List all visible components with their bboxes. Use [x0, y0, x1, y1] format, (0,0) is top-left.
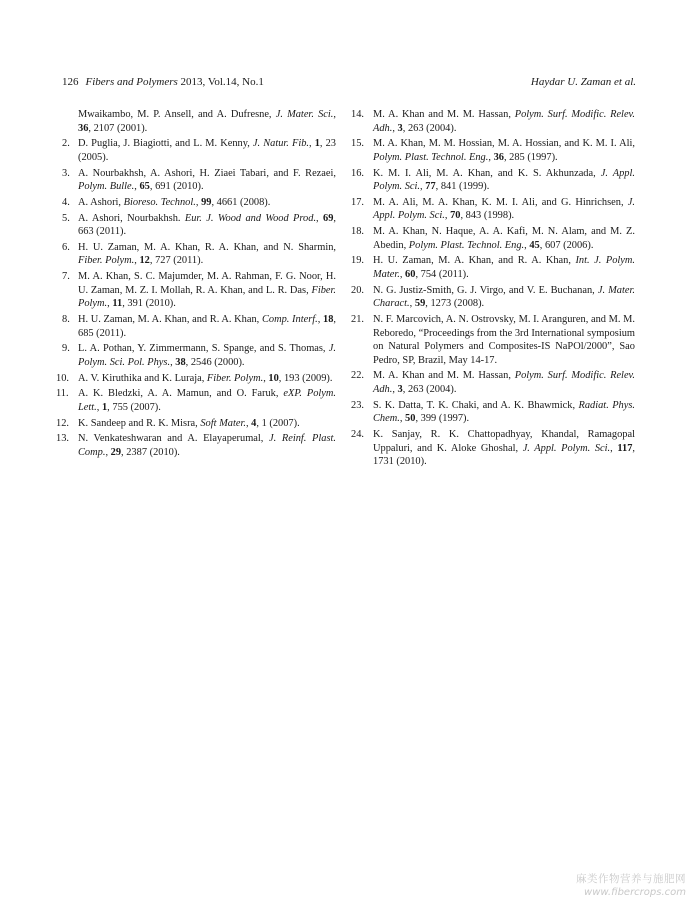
reference-text: K. M. I. Ali, M. A. Khan, and K. S. Akhunzada, J. Appl. Polym. Sci., 77, 841 (1999). — [373, 167, 635, 193]
reference-number: 10. — [56, 372, 69, 384]
reference-number: 8. — [62, 313, 70, 325]
references-column-right — [351, 108, 635, 471]
reference-text: N. F. Marcovich, A. N. Ostrovsky, M. I. Aranguren, and M. M. Reboredo, “Proceedings from the 3rd International symposium on Natural Polymers and Composites-IS NaPOl/2000”, Sao Pedro, SP, Brazil, May 14-17. — [373, 313, 635, 366]
reference-item — [351, 428, 635, 469]
reference-text: A. V. Kiruthika and K. Luraja, Fiber. Polym., 10, 193 (2009). — [78, 372, 333, 384]
reference-number: 20. — [351, 284, 364, 296]
reference-text: M. A. Khan and M. M. Hassan, Polym. Surf. Modific. Relev. Adh., 3, 263 (2004). — [373, 370, 635, 396]
reference-item — [351, 313, 635, 367]
reference-text: H. U. Zaman, M. A. Khan, and R. A. Khan, Int. J. Polym. Mater., 60, 754 (2011). — [373, 255, 635, 280]
reference-number: 4. — [62, 196, 70, 208]
reference-item — [351, 167, 635, 194]
reference-text: H. U. Zaman, M. A. Khan, and R. A. Khan, Comp. Interf., 18, 685 (2011). — [78, 313, 336, 339]
reference-number: 5. — [62, 212, 70, 224]
reference-number: 23. — [351, 399, 364, 411]
reference-item — [62, 241, 336, 268]
reference-text: M. A. Ali, M. A. Khan, K. M. I. Ali, and G. Hinrichsen, J. Appl. Polym. Sci., 70, 843 (1998). — [373, 196, 635, 222]
journal-citation — [62, 75, 264, 89]
header-authors: Haydar U. Zaman et al. — [530, 76, 636, 88]
reference-text: N. G. Justiz-Smith, G. J. Virgo, and V. E. Buchanan, J. Mater. Charact., 59, 1273 (2008). — [373, 284, 635, 310]
reference-number: 19. — [351, 255, 364, 267]
reference-number: 13. — [56, 433, 69, 445]
reference-text: K. Sanjay, R. K. Chattopadhyay, Khandal, Ramagopal Uppaluri, and K. Aloke Ghoshal, J. Appl. Polym. Sci., 117, 1731 (2010). — [373, 429, 635, 468]
reference-item — [351, 254, 635, 281]
reference-item — [351, 284, 635, 311]
reference-text: A. Nourbakhsh, A. Ashori, H. Ziaei Tabari, and F. Rezaei, Polym. Bulle., 65, 691 (2010). — [78, 167, 336, 193]
journal-name: Fibers and Polymers — [85, 76, 178, 88]
reference-number: 6. — [62, 241, 70, 253]
reference-number: 12. — [56, 417, 69, 429]
running-header — [62, 75, 636, 89]
reference-text: S. K. Datta, T. K. Chaki, and A. K. Bhawmick, Radiat. Phys. Chem., 50, 399 (1997). — [373, 399, 635, 425]
reference-text: A. Ashori, Bioreso. Technol., 99, 4661 (2008). — [78, 196, 271, 208]
reference-item — [62, 167, 336, 194]
reference-item — [62, 196, 336, 210]
reference-number: 17. — [351, 196, 364, 208]
reference-text: K. Sandeep and R. K. Misra, Soft Mater., 4, 1 (2007). — [78, 417, 300, 429]
reference-item — [56, 372, 336, 386]
reference-text: M. A. Khan, M. M. Hossian, M. A. Hossian, and K. M. I. Ali, Polym. Plast. Technol. Eng., 36, 285 (1997). — [373, 138, 635, 163]
page-number: 126 — [62, 76, 79, 88]
reference-text: Mwaikambo, M. P. Ansell, and A. Dufresne, J. Mater. Sci., 36, 2107 (2001). — [78, 109, 336, 134]
reference-number: 14. — [351, 109, 364, 120]
reference-text: A. Ashori, Nourbakhsh. Eur. J. Wood and Wood Prod., 69, 663 (2011). — [78, 212, 336, 238]
reference-item — [62, 212, 336, 239]
volume-info: 2013, Vol.14, No.1 — [180, 76, 264, 88]
reference-number: 11. — [56, 388, 69, 400]
reference-item — [62, 313, 336, 340]
reference-item — [351, 369, 635, 396]
reference-item — [62, 108, 336, 135]
reference-text: M. A. Khan, N. Haque, A. A. Kafi, M. N. Alam, and M. Z. Abedin, Polym. Plast. Technol. Eng., 45, 607 (2006). — [373, 226, 635, 251]
reference-text: D. Puglia, J. Biagiotti, and L. M. Kenny, J. Natur. Fib., 1, 23 (2005). — [78, 138, 336, 163]
reference-text: M. A. Khan and M. M. Hassan, Polym. Surf. Modific. Relev. Adh., 3, 263 (2004). — [373, 109, 635, 134]
reference-item — [351, 108, 635, 135]
reference-text: A. K. Bledzki, A. A. Mamun, and O. Faruk, eXP. Polym. Lett., 1, 755 (2007). — [78, 388, 336, 413]
reference-number: 24. — [351, 429, 364, 440]
reference-text: M. A. Khan, S. C. Majumder, M. A. Rahman, F. G. Noor, H. U. Zaman, M. Z. I. Mollah, R. A. Khan, and L. R. Das, Fiber. Polym., 11, 391 (2010). — [78, 271, 336, 310]
reference-number: 9. — [62, 343, 70, 355]
reference-item — [351, 399, 635, 426]
reference-item — [56, 387, 336, 414]
reference-number: 22. — [351, 370, 364, 382]
reference-item — [351, 137, 635, 164]
reference-item — [56, 417, 336, 431]
reference-text: N. Venkateshwaran and A. Elayaperumal, J. Reinf. Plast. Comp., 29, 2387 (2010). — [78, 433, 337, 458]
reference-number: 2. — [62, 138, 70, 150]
reference-item — [351, 225, 635, 252]
watermark-url: www.fibercrops.com — [584, 887, 686, 898]
reference-number: 7. — [62, 271, 70, 283]
reference-item — [351, 196, 635, 223]
reference-number: 15. — [351, 138, 364, 150]
reference-number: 21. — [351, 313, 364, 325]
reference-text: L. A. Pothan, Y. Zimmermann, S. Spange, and S. Thomas, J. Polym. Sci. Pol. Phys., 38, 2546 (2000). — [78, 343, 336, 368]
reference-number: 3. — [62, 167, 70, 179]
watermark — [576, 873, 686, 899]
reference-number: 18. — [351, 226, 364, 238]
reference-number: 16. — [351, 167, 364, 179]
reference-item — [62, 342, 336, 369]
references-column-left — [56, 108, 337, 461]
reference-item — [62, 137, 336, 164]
reference-item — [56, 432, 337, 459]
reference-text: H. U. Zaman, M. A. Khan, R. A. Khan, and N. Sharmin, Fiber. Polym., 12, 727 (2011). — [78, 241, 336, 267]
watermark-text: 麻类作物营养与施肥网 — [576, 873, 686, 885]
reference-item — [62, 270, 336, 311]
